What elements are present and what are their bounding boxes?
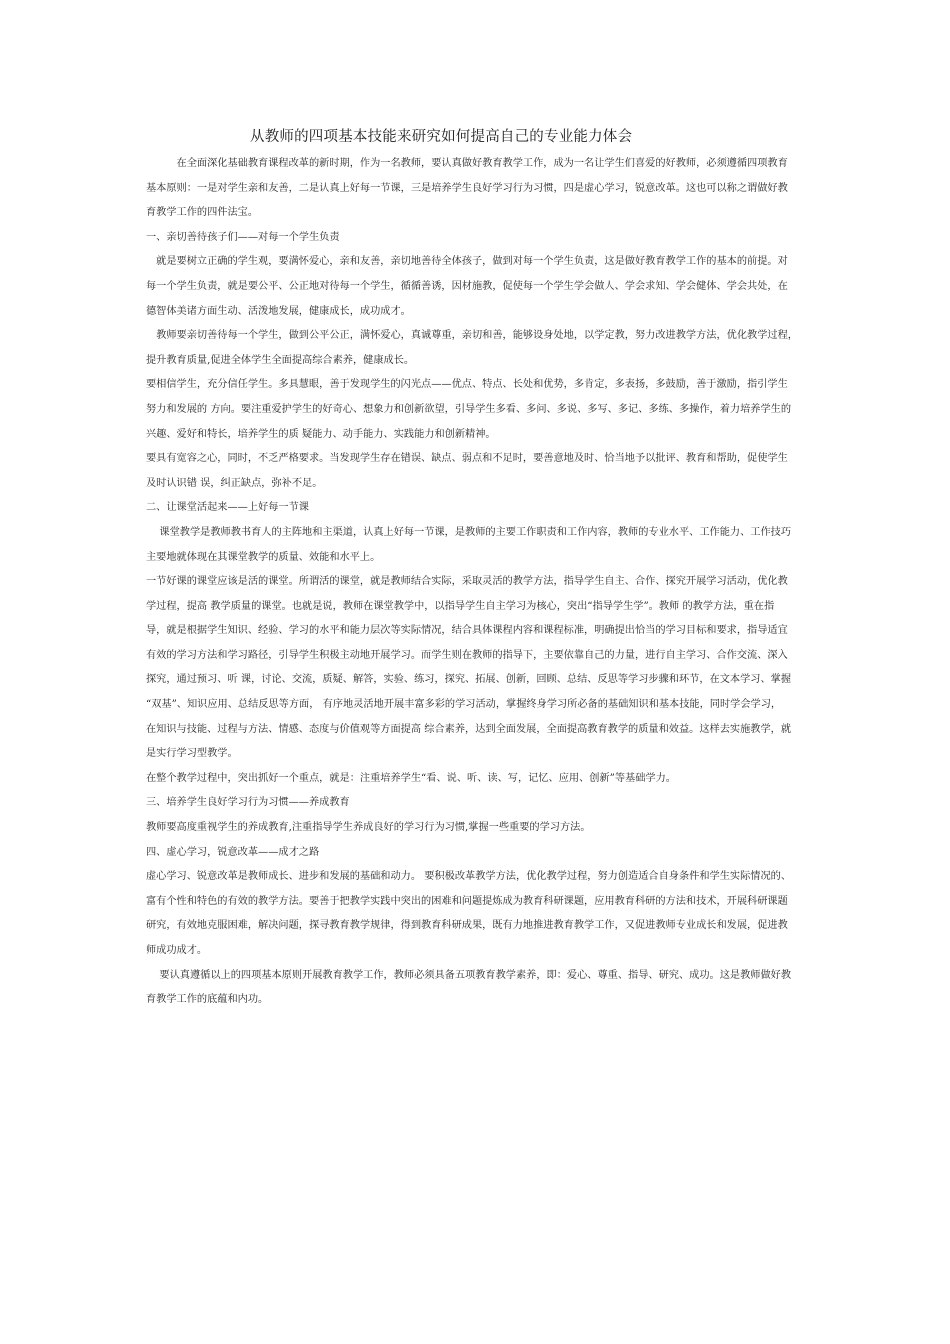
paragraph-line: 教师要亲切善待每一个学生，做到公平公正，满怀爱心，真诚尊重，亲切和善，能够设身处地，以学定教，努力改进教学方法，优化教学过程， — [146, 330, 798, 342]
paragraph-line: 是实行学习型教学。 — [146, 748, 238, 760]
paragraph-line: 四、虚心学习，锐意改革——成才之路 — [146, 846, 320, 858]
paragraph-line: 努力和发展的 方向。要注重爱护学生的好奇心、想象力和创新欲望，引导学生多看、多问、多说、多写、多记、多练、多操作，着力培养学生的 — [146, 403, 792, 415]
paragraph-line: 及时认识错 误，纠正缺点，弥补不足。 — [146, 477, 323, 489]
paragraph-line: 师成功成才。 — [146, 945, 208, 956]
paragraph-line: 一节好课的课堂应该是活的课堂。所谓活的课堂，就是教师结合实际，采取灵活的教学方法，指导学生自主、合作、探究开展学习活动，优化教 — [146, 576, 788, 588]
document-body — [146, 152, 814, 1013]
paragraph-line: 教师要高度重视学生的养成教育,注重指导学生养成良好的学习行为习惯,掌握一些重要的学习方法。 — [146, 822, 591, 834]
paragraph-line: 德智体美诸方面生动、活泼地发展，健康成长，成功成才。 — [146, 305, 411, 317]
paragraph-line: 在知识与技能、过程与方法、情感、态度与价值观等方面提高 综合素养，达到全面发展，全面提高教育教学的质量和效益。这样去实施教学，就 — [146, 723, 792, 735]
paragraph-line: 在全面深化基础教育课程改革的新时期，作为一名教师，要认真做好教育教学工作，成为一名让学生们喜爱的好教师，必须遵循四项教育 — [146, 158, 788, 169]
paragraph-line: 在整个教学过程中，突出抓好一个重点，就是：注重培养学生“看、说、听、读、写，记忆、应用、创新”等基础学力。 — [146, 772, 676, 784]
paragraph-line: 一、亲切善待孩子们——对每一个学生负责 — [146, 231, 340, 243]
paragraph-line: 要相信学生，充分信任学生。多具慧眼，善于发现学生的闪光点——优点、特点、长处和优势，多肯定，多表扬，多鼓励，善于激励，指引学生 — [146, 379, 788, 391]
paragraph-line: 研究，有效地克服困难，解决问题，探寻教育教学规律，得到教育科研成果，既有力地推进教育教学工作，又促进教师专业成长和发展，促进教 — [146, 920, 788, 932]
paragraph-line: 基本原则：一是对学生亲和友善，二是认真上好每一节课，三是培养学生良好学习行为习惯，四是虚心学习，锐意改革。这也可以称之谓做好教 — [146, 182, 788, 194]
paragraph-line: 三、培养学生良好学习行为习惯——养成教育 — [146, 797, 350, 809]
paragraph-line: 育教学工作的底蕴和内功。 — [146, 994, 269, 1006]
paragraph-line: 导，就是根据学生知识、经验、学习的水平和能力层次等实际情况，结合具体课程内容和课程标准，明确提出恰当的学习目标和要求，指导适宜 — [146, 625, 788, 637]
paragraph-line: 课堂教学是教师教书育人的主阵地和主渠道，认真上好每一节课，是教师的主要工作职责和工作内容，教师的专业水平、工作能力、工作技巧 — [146, 526, 792, 538]
paragraph-line: 要具有宽容之心，同时，不乏严格要求。当发现学生存在错误、缺点、弱点和不足时，要善意地及时、恰当地予以批评、教育和帮助，促使学生 — [146, 453, 788, 465]
document-title: 从教师的四项基本技能来研究如何提高自己的专业能力体会 — [250, 129, 633, 145]
paragraph-line: “双基”、知识应用、总结反思等方面， 有序地灵活地开展丰富多彩的学习活动，掌握终身学习所必备的基础知识和基本技能，同时学会学习， — [146, 699, 782, 711]
paragraph-line: 探究，通过预习、听 课，讨论、交流，质疑、解答，实验、练习，探究、拓展、创新，回顾、总结、反思等学习步骤和环节，在文本学习、掌握 — [146, 674, 792, 686]
paragraph-line: 虚心学习、锐意改革是教师成长、进步和发展的基础和动力。 要积极改革教学方法，优化教学过程，努力创造适合自身条件和学生实际情况的、 — [146, 871, 792, 883]
paragraph-line: 有效的学习方法和学习路径，引导学生积极主动地开展学习。而学生则在教师的指导下，主要依靠自己的力量，进行自主学习、合作交流、深入 — [146, 649, 788, 661]
paragraph-line: 学过程，提高 教学质量的课堂。也就是说，教师在课堂教学中，以指导学生自主学习为核心，突出“指导学生学”。教师 的教学方法，重在指 — [146, 600, 775, 612]
paragraph-line: 兴趣、爱好和特长，培养学生的质 疑能力、动手能力、实践能力和创新精神。 — [146, 428, 496, 440]
paragraph-line: 主要地就体现在其课堂教学的质量、效能和水平上。 — [146, 551, 381, 563]
paragraph-line: 育教学工作的四件法宝。 — [146, 207, 259, 219]
paragraph-line: 要认真遵循以上的四项基本原则开展教育教学工作，教师必须具备五项教育教学素养，即：爱心、尊重、指导、研究、成功。这是教师做好教 — [146, 969, 792, 981]
paragraph-line: 二、让课堂活起来——上好每一节课 — [146, 502, 309, 514]
paragraph-line: 就是要树立正确的学生观，要满怀爱心，亲和友善，亲切地善待全体孩子，做到对每一个学生负责，这是做好教育教学工作的基本的前提。对 — [146, 256, 788, 268]
paragraph-line: 每一个学生负责，就是要公平、公正地对待每一个学生，循循善诱，因材施教，促使每一个学生学会做人、学会求知、学会健体、学会共处，在 — [146, 280, 788, 292]
paragraph-line: 富有个性和特色的有效的教学方法。要善于把教学实践中突出的困难和问题提炼成为教育科研课题，应用教育科研的方法和技术，开展科研课题 — [146, 895, 788, 907]
paragraph-line: 提升教育质量,促进全体学生全面提高综合素养，健康成长。 — [146, 354, 415, 366]
